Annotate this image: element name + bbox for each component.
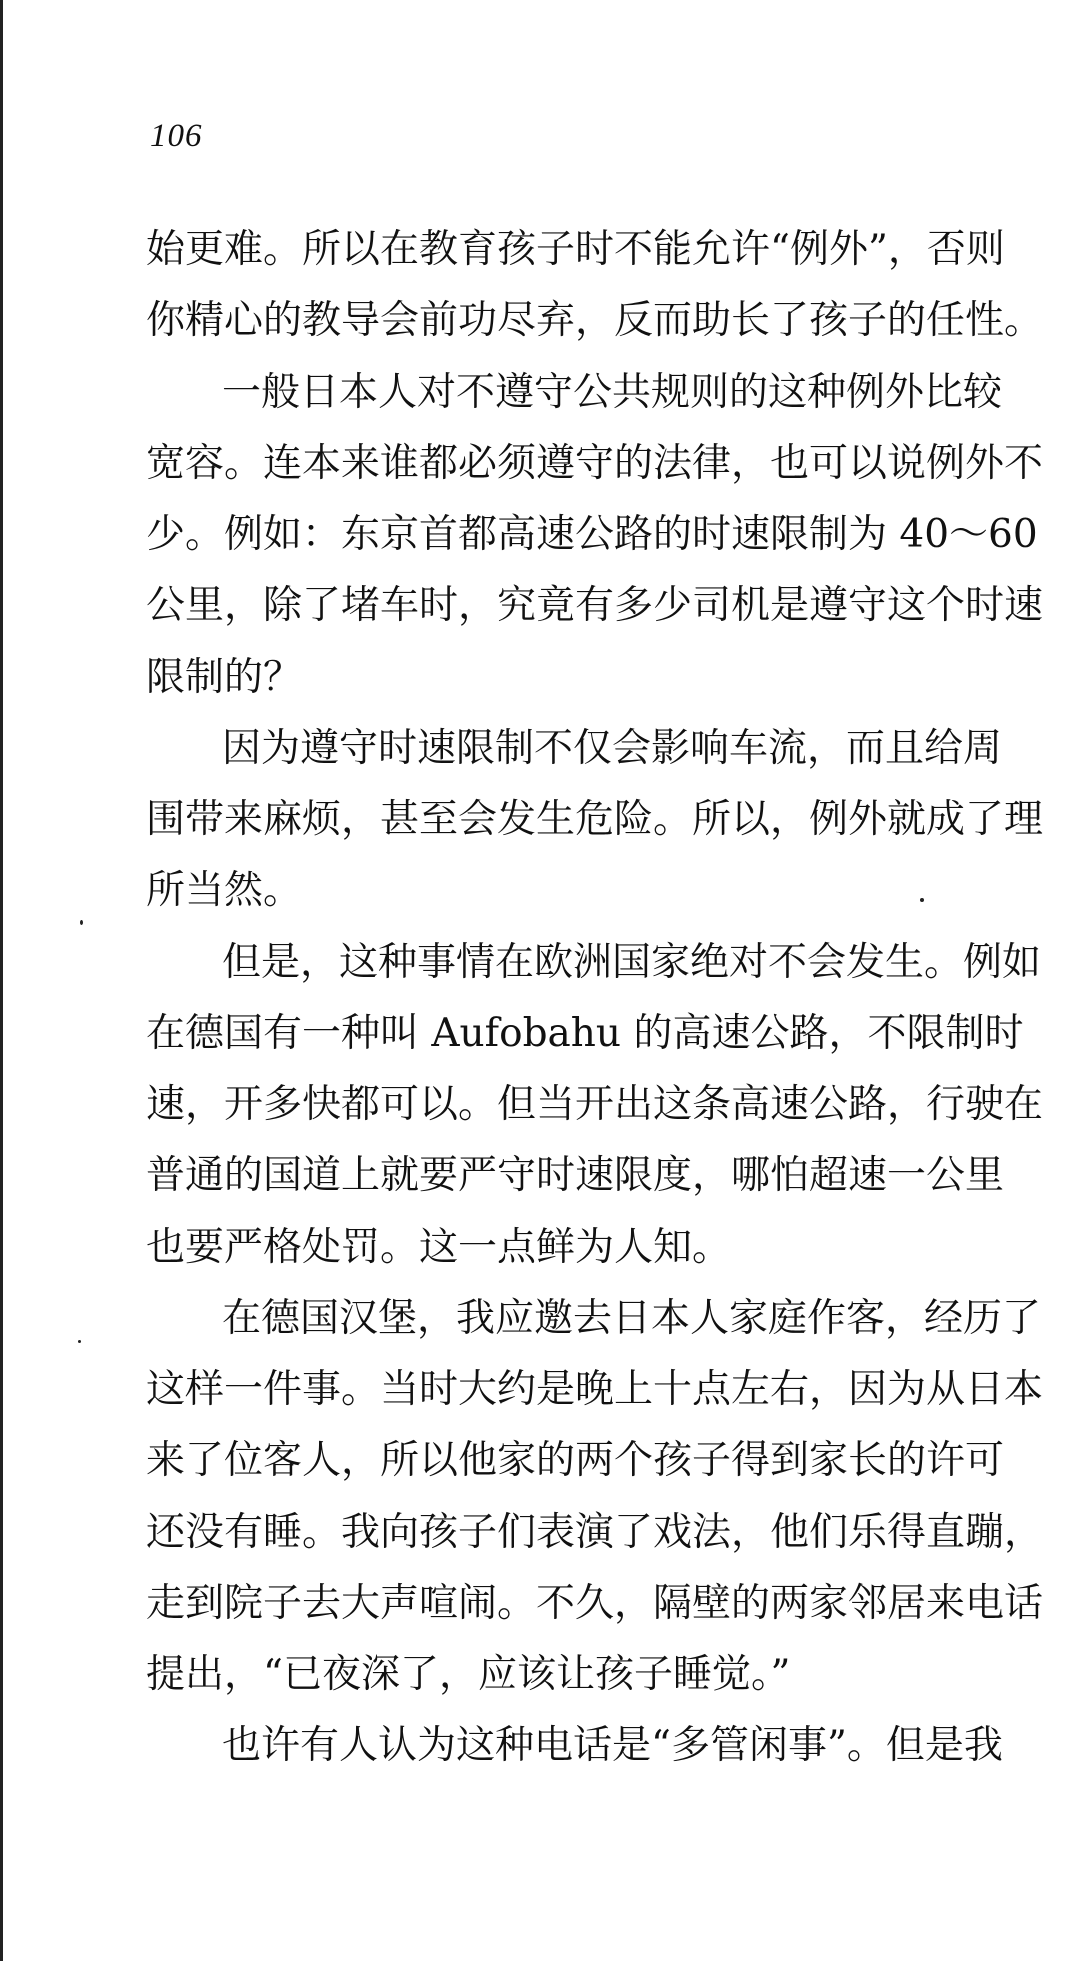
scan-speck: [920, 898, 924, 902]
page-number: 106: [150, 118, 203, 154]
text-line: 少。例如：东京首都高速公路的时速限制为 40～60: [146, 512, 1038, 557]
text-line: 所当然。: [146, 868, 303, 913]
text-line: 在德国有一种叫 Aufobahu 的高速公路，不限制时: [146, 1011, 1024, 1056]
page-left-edge: [0, 0, 3, 1961]
text-line: 始更难。所以在教育孩子时不能允许“例外”，否则: [146, 227, 1005, 272]
text-line: 在德国汉堡，我应邀去日本人家庭作客，经历了: [222, 1296, 1042, 1341]
text-line: 速，开多快都可以。但当开出这条高速公路，行驶在: [146, 1082, 1044, 1127]
text-line: 但是，这种事情在欧洲国家绝对不会发生。例如: [222, 940, 1042, 985]
scan-speck: [80, 920, 83, 925]
scan-speck: [78, 1340, 81, 1343]
text-line: 来了位客人，所以他家的两个孩子得到家长的许可: [146, 1438, 1005, 1483]
text-line: 一般日本人对不遵守公共规则的这种例外比较: [222, 370, 1003, 415]
text-line: 宽容。连本来谁都必须遵守的法律，也可以说例外不: [146, 441, 1044, 486]
text-line: 公里，除了堵车时，究竟有多少司机是遵守这个时速: [146, 583, 1044, 628]
text-line: 提出，“已夜深了，应该让孩子睡觉。”: [146, 1652, 791, 1697]
text-line: 走到院子去大声喧闹。不久，隔壁的两家邻居来电话: [146, 1581, 1044, 1626]
text-line: 你精心的教导会前功尽弃，反而助长了孩子的任性。: [146, 298, 1044, 343]
text-line: 也许有人认为这种电话是“多管闲事”。但是我: [222, 1723, 1003, 1768]
text-line: 这样一件事。当时大约是晚上十点左右，因为从日本: [146, 1367, 1044, 1412]
text-line: 限制的？: [146, 655, 303, 700]
text-line: 普通的国道上就要严守时速限度，哪怕超速一公里: [146, 1153, 1005, 1198]
text-line: 因为遵守时速限制不仅会影响车流，而且给周: [222, 726, 1003, 771]
text-line: 还没有睡。我向孩子们表演了戏法，他们乐得直蹦，: [146, 1510, 1044, 1555]
text-line: 也要严格处罚。这一点鲜为人知。: [146, 1225, 732, 1270]
text-line: 围带来麻烦，甚至会发生危险。所以，例外就成了理: [146, 797, 1044, 842]
